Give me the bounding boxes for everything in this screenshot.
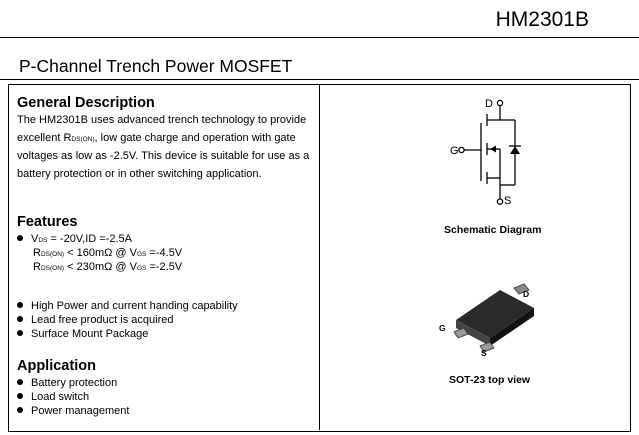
rds2-r: R xyxy=(33,261,41,273)
vds-value: = -20V,ID =-2.5A xyxy=(47,233,132,245)
feature-item xyxy=(17,327,148,341)
application-item-text: Power management xyxy=(31,405,130,417)
feature-item-text: High Power and current handing capability xyxy=(31,300,238,312)
feature-item-text: Surface Mount Package xyxy=(31,328,149,340)
features-heading: Features xyxy=(17,214,78,230)
package-g-label: G xyxy=(439,323,446,333)
feature-item xyxy=(17,313,173,327)
bullet-dot xyxy=(17,407,23,413)
rds2-vgs-value: =-2.5V xyxy=(146,261,183,273)
desc-line-1: The HM2301B uses advanced trench technology to provide xyxy=(17,114,307,126)
schematic-g-label: G xyxy=(450,145,459,157)
feature-rds-1 xyxy=(33,247,182,259)
feature-vds xyxy=(17,232,132,248)
bullet-dot xyxy=(17,316,23,322)
general-description-text xyxy=(17,112,317,183)
rds2-value: < 230mΩ @ V xyxy=(64,261,137,273)
schematic-caption: Schematic Diagram xyxy=(444,224,542,236)
general-description-heading: General Description xyxy=(17,95,155,111)
vds-sub: DS xyxy=(38,237,48,244)
desc-line-2 xyxy=(17,130,317,149)
package-d-label: D xyxy=(523,289,530,299)
application-item xyxy=(17,390,89,404)
desc-line-2-rest: , low gate charge and operation with gate xyxy=(94,131,296,144)
bullet-dot xyxy=(17,393,23,399)
rds1-r: R xyxy=(33,247,41,259)
rds1-vgs-sub: GS xyxy=(136,251,147,258)
rds1-vgs-value: =-4.5V xyxy=(146,247,183,259)
document-subtitle: P-Channel Trench Power MOSFET xyxy=(19,56,293,76)
desc-rds-sub: DS(ON) xyxy=(71,135,95,143)
desc-line-3: voltages as low as -2.5V. This device is suitable for use as a xyxy=(17,150,310,163)
application-item xyxy=(17,404,129,418)
bullet-dot xyxy=(17,302,23,308)
package-s-label: S xyxy=(481,348,487,358)
sot23-package-icon xyxy=(432,276,552,358)
package-caption: SOT-23 top view xyxy=(449,374,531,386)
header-rule xyxy=(0,37,639,38)
schematic-d-label: D xyxy=(485,98,493,110)
bullet-dot xyxy=(17,379,23,385)
rds2-sub: DS(ON) xyxy=(40,265,65,272)
rds1-value: < 160mΩ @ V xyxy=(64,247,137,259)
column-divider xyxy=(319,84,320,430)
bullet-dot xyxy=(17,235,23,241)
vds-v: V xyxy=(31,233,39,245)
feature-item-text: Lead free product is acquired xyxy=(31,314,174,326)
subtitle-rule xyxy=(0,79,639,80)
application-item-text: Load switch xyxy=(31,391,90,403)
desc-rds: excellent R xyxy=(17,131,72,144)
feature-item xyxy=(17,299,238,313)
bullet-dot xyxy=(17,330,23,336)
rds1-sub: DS(ON) xyxy=(40,251,65,258)
application-item xyxy=(17,376,117,390)
feature-rds-2 xyxy=(33,261,182,273)
mosfet-schematic-icon xyxy=(445,95,535,210)
application-item-text: Battery protection xyxy=(31,377,118,389)
desc-line-4: battery protection or in other switching application. xyxy=(17,167,262,180)
rds2-vgs-sub: GS xyxy=(136,265,147,272)
schematic-s-label: S xyxy=(504,195,512,207)
application-heading: Application xyxy=(17,358,96,374)
part-number: HM2301B xyxy=(495,8,589,31)
